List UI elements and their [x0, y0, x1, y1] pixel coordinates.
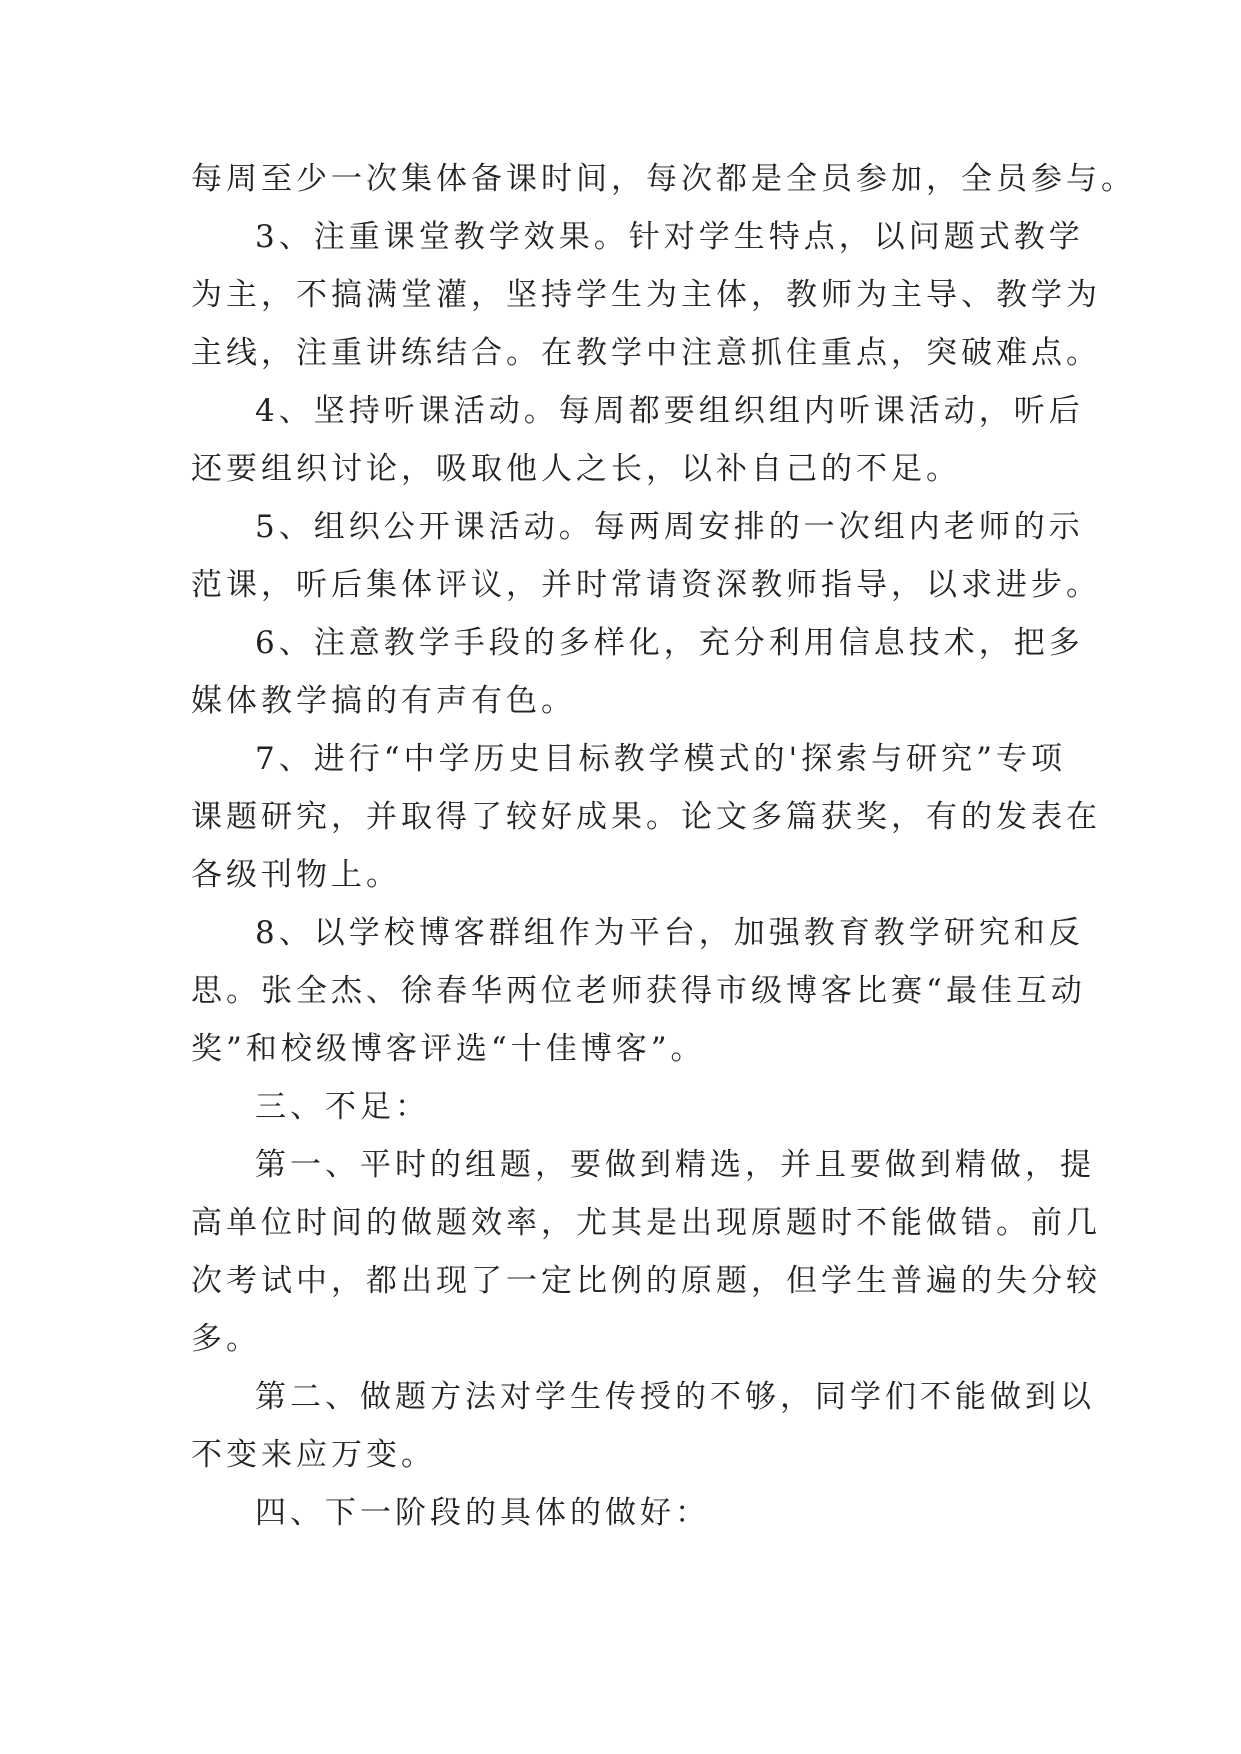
text-line: 次考试中，都出现了一定比例的原题，但学生普遍的失分较 [191, 1263, 1101, 1299]
text-line: 范课，听后集体评议，并时常请资深教师指导，以求进步。 [191, 567, 1101, 603]
text-line: 5、组织公开课活动。每两周安排的一次组内老师的示 [255, 509, 1084, 545]
text-line: 7、进行“中学历史目标教学模式的'探索与研究”专项 [255, 741, 1066, 777]
text-line: 3、注重课堂教学效果。针对学生特点，以问题式教学 [255, 219, 1084, 255]
text-line: 思。张全杰、徐春华两位老师获得市级博客比赛“最佳互动 [191, 973, 1086, 1009]
text-line: 多。 [191, 1321, 261, 1357]
text-line: 4、坚持听课活动。每周都要组织组内听课活动，听后 [255, 393, 1084, 429]
text-line: 6、注意教学手段的多样化，充分利用信息技术，把多 [255, 625, 1084, 661]
text-line: 不变来应万变。 [191, 1437, 436, 1473]
text-line: 奖”和校级博客评选“十佳博客”。 [191, 1031, 706, 1067]
section-heading: 四、下一阶段的具体的做好： [255, 1495, 710, 1531]
text-line: 还要组织讨论，吸取他人之长，以补自己的不足。 [191, 451, 961, 487]
document-body [191, 150, 1136, 1542]
text-line: 媒体教学搞的有声有色。 [191, 683, 576, 719]
text-line: 每周至少一次集体备课时间，每次都是全员参加，全员参与。 [191, 161, 1136, 197]
text-line: 主线，注重讲练结合。在教学中注意抓住重点，突破难点。 [191, 335, 1101, 371]
text-line: 第一、平时的组题，要做到精选，并且要做到精做，提 [255, 1147, 1095, 1183]
text-line: 为主，不搞满堂灌，坚持学生为主体，教师为主导、教学为 [191, 277, 1101, 313]
text-line: 8、以学校博客群组作为平台，加强教育教学研究和反 [255, 915, 1084, 951]
text-line: 各级刊物上。 [191, 857, 401, 893]
section-heading: 三、不足： [255, 1089, 430, 1125]
text-line: 课题研究，并取得了较好成果。论文多篇获奖，有的发表在 [191, 799, 1101, 835]
text-line: 高单位时间的做题效率，尤其是出现原题时不能做错。前几 [191, 1205, 1101, 1241]
text-line: 第二、做题方法对学生传授的不够，同学们不能做到以 [255, 1379, 1095, 1415]
